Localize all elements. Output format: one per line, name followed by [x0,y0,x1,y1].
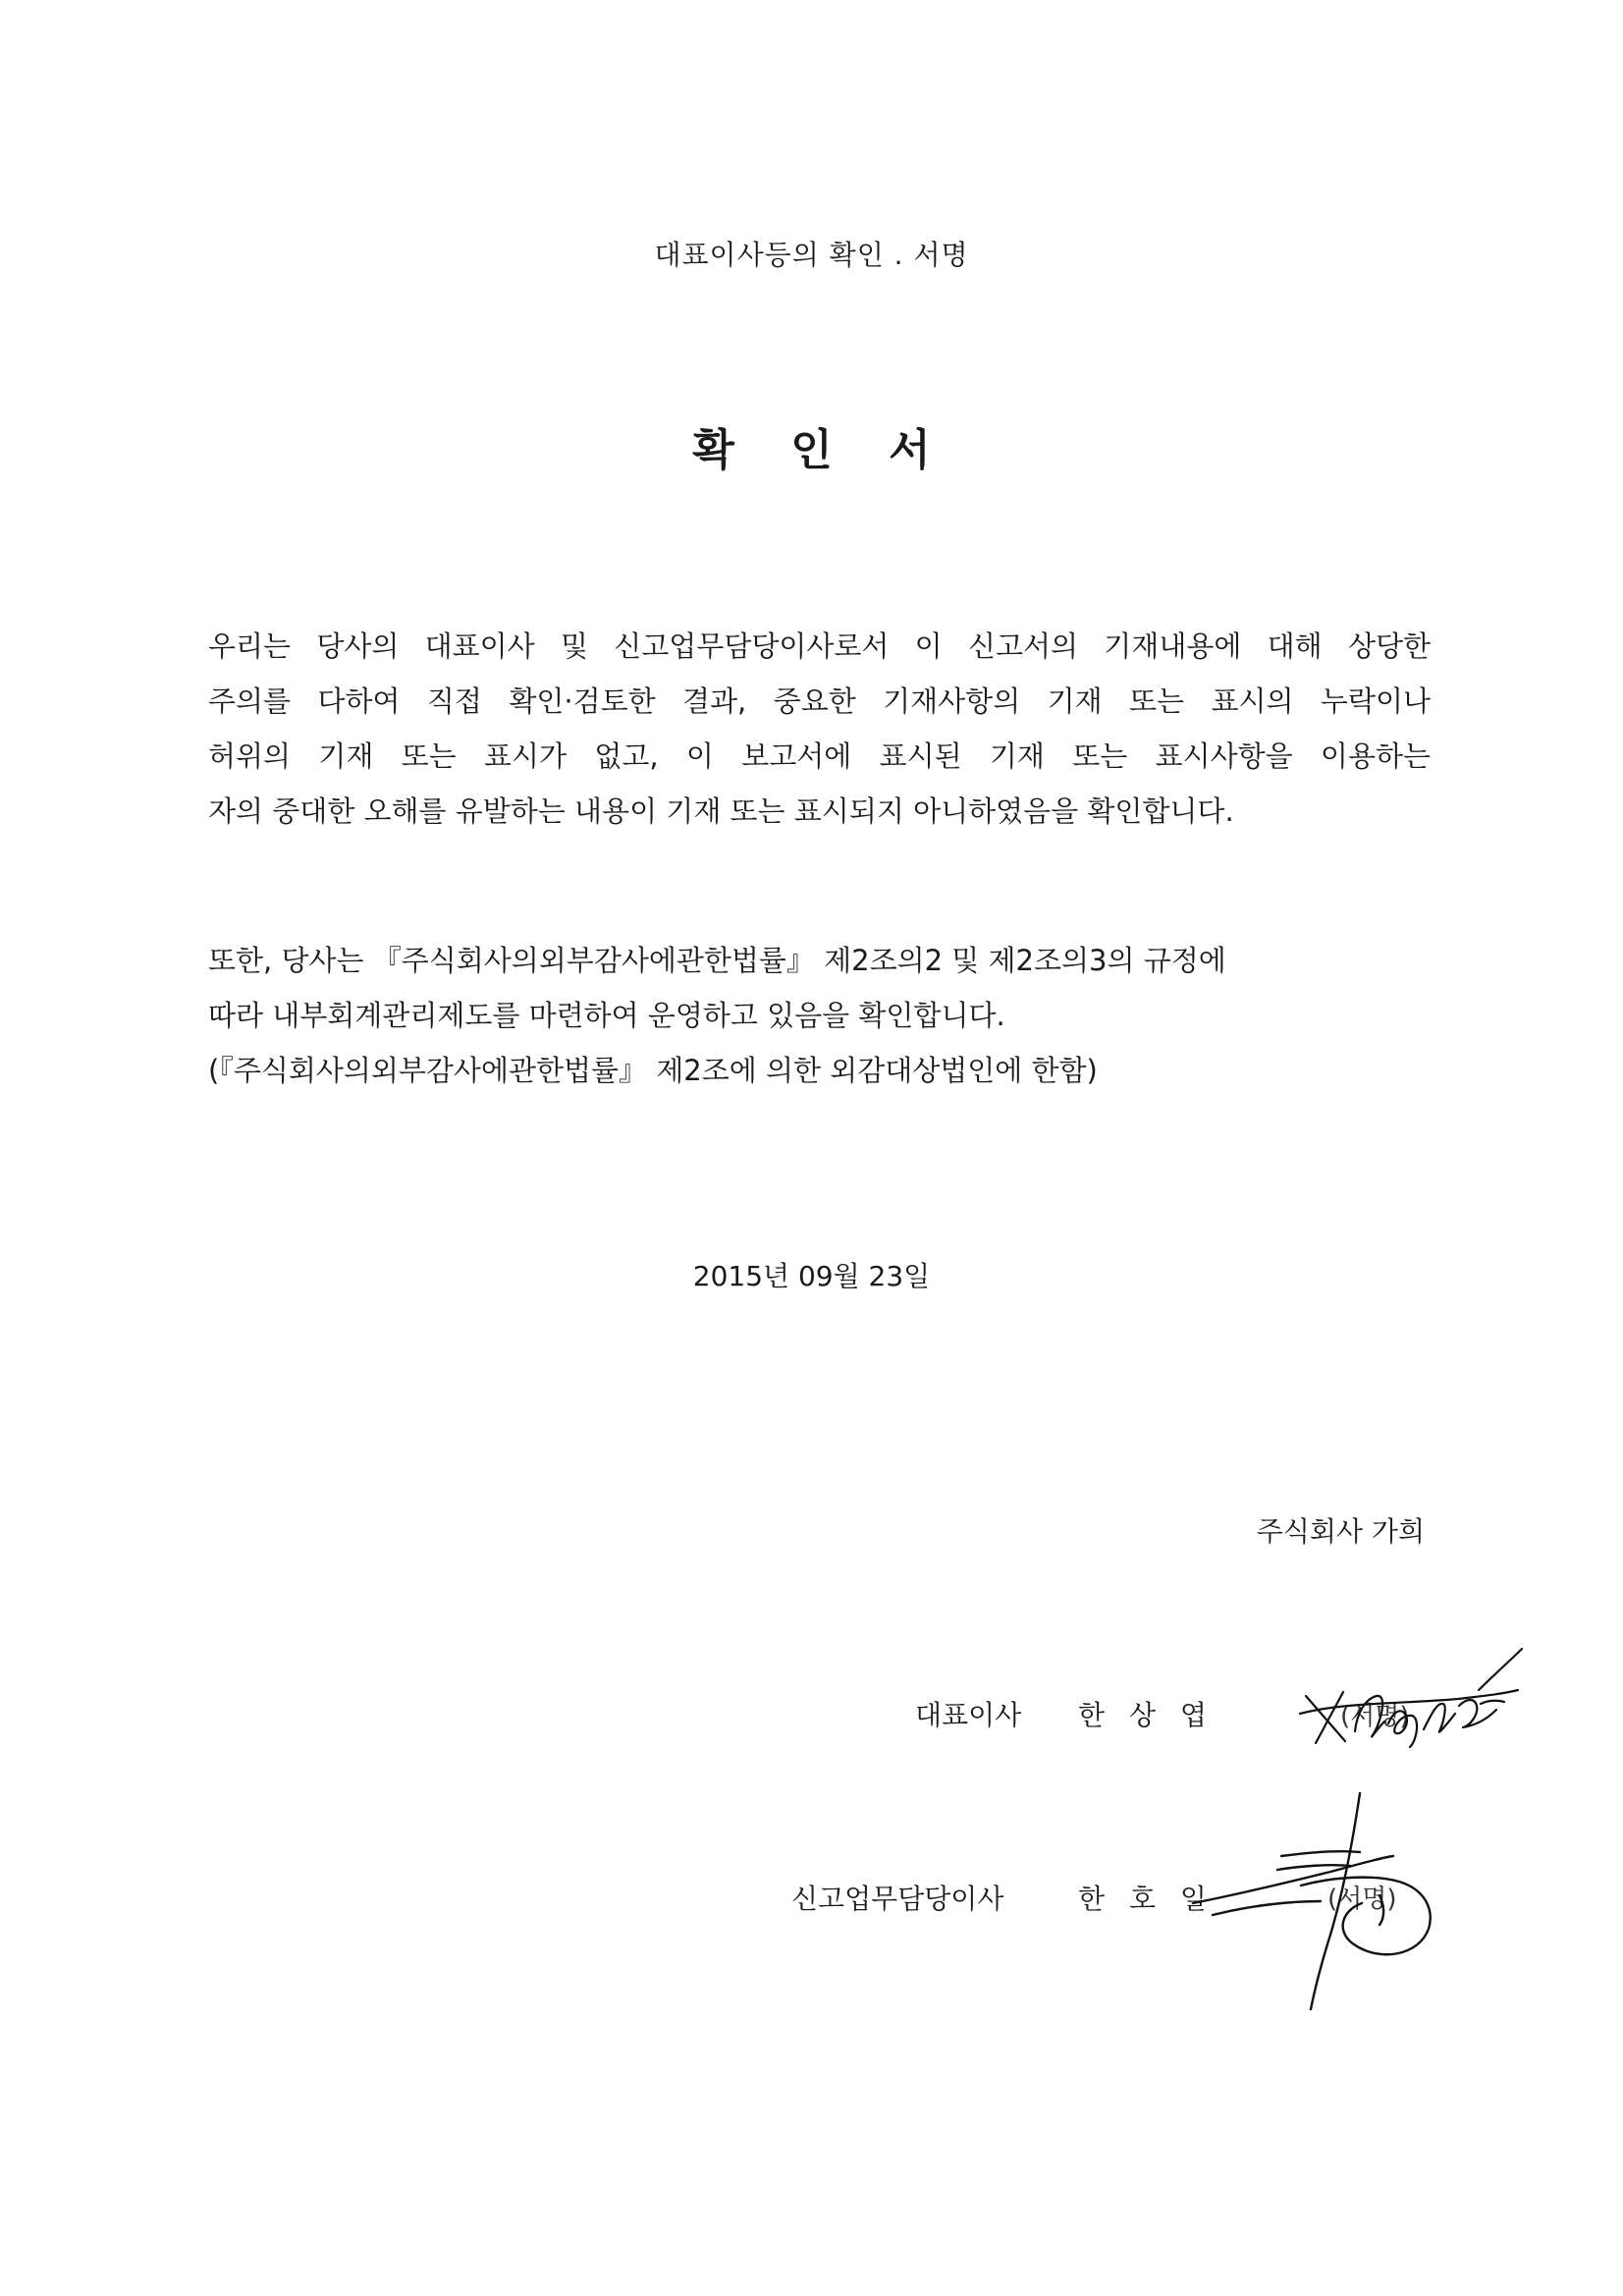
main-title: 확 인 서 [692,425,931,475]
ceo-title: 대표이사 [915,1699,1022,1731]
disclosure-officer-signature-image [1183,1787,1448,2023]
header-title: 대표이사등의 확인 . 서명 [654,239,969,271]
paragraph-line: 따라 내부회계관리제도를 마련하여 운영하고 있음을 확인합니다. [208,999,1005,1032]
paragraph-line: 또한, 당사는 『주식회사의외부감사에관한법률』 제2조의2 및 제2조의3의 규정에 [208,944,1226,977]
document-date: 2015년 09월 23일 [692,1260,931,1292]
paragraph-line: 주의를 다하여 직접 확인·검토한 결과, 중요한 기재사항의 기재 또는 표시의 누락이나 [208,684,1431,718]
ceo-name: 한 상 엽 [1078,1699,1207,1731]
disclosure-officer-seal-label: (서명) [1327,1885,1397,1914]
paragraph-line: 허위의 기재 또는 표시가 없고, 이 보고서에 표시된 기재 또는 표시사항을 이용하는 [208,739,1431,773]
paragraph-line: 자의 중대한 오해를 유발하는 내용이 기재 또는 표시되지 아니하였음을 확인합니다. [208,794,1234,828]
paragraph-line: 우리는 당사의 대표이사 및 신고업무담당이사로서 이 신고서의 기재내용에 대해 상당한 [208,629,1431,663]
disclosure-officer-name: 한 호 일 [1078,1883,1207,1915]
ceo-signature-image [1286,1645,1532,1763]
paragraph-line: (『주식회사의외부감사에관한법률』 제2조에 의한 외감대상법인에 한함) [208,1054,1098,1087]
company-name: 주식회사 가희 [1256,1515,1425,1548]
ceo-seal-label: (서명) [1340,1702,1410,1731]
confirmation-paragraph [208,629,1431,852]
internal-control-paragraph [208,944,1431,1112]
disclosure-officer-title: 신고업무담당이사 [791,1883,1004,1915]
